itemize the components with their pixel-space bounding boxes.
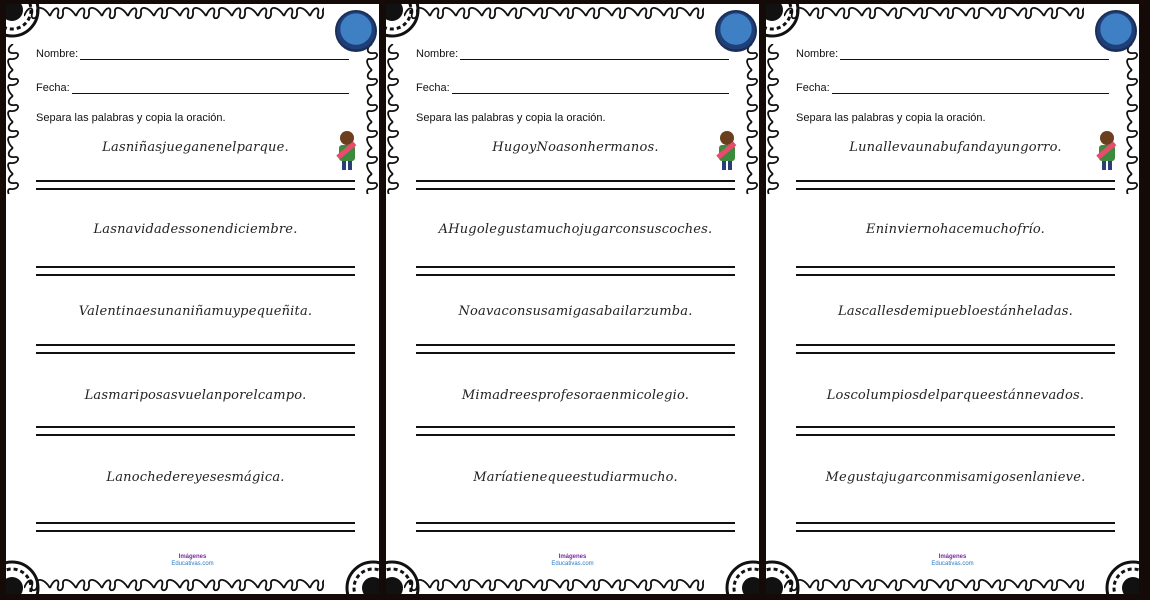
exercise-3 — [36, 304, 355, 384]
cursive-sentence: Lasniñasjueganenelparque. — [102, 140, 289, 155]
brand-logo — [715, 10, 757, 52]
writing-line-top[interactable] — [416, 426, 735, 428]
site-credit: Imágenes Educativas.com — [931, 554, 974, 567]
writing-line-bottom[interactable] — [416, 188, 735, 190]
cursive-sentence: Maríatienequeestudiarmucho. — [473, 470, 678, 485]
cursive-sentence: HugoyNoasonhermanos. — [492, 140, 659, 155]
exercise-5 — [796, 470, 1115, 550]
cursive-sentence: Megustajugarconmisamigosenlanieve. — [825, 470, 1086, 485]
bottom-border-decoration — [784, 576, 1084, 594]
date-writing-line — [452, 92, 729, 94]
writing-line-bottom[interactable] — [36, 274, 355, 276]
exercise-2 — [416, 222, 735, 302]
name-field[interactable] — [796, 48, 1109, 60]
cursive-sentence: Lasnavidadessonendiciembre. — [93, 222, 298, 237]
writing-line-bottom[interactable] — [416, 274, 735, 276]
writing-line-bottom[interactable] — [36, 530, 355, 532]
writing-line-bottom[interactable] — [36, 352, 355, 354]
exercise-5 — [416, 470, 735, 550]
exercise-4 — [36, 388, 355, 468]
exercise-1 — [796, 140, 1115, 220]
exercise-4 — [416, 388, 735, 468]
top-border-decoration — [784, 4, 1084, 22]
cursive-sentence: Lascallesdemipuebloestánheladas. — [838, 304, 1073, 319]
instruction-text: Separa las palabras y copia la oración. — [796, 112, 986, 124]
brand-logo — [335, 10, 377, 52]
writing-line-bottom[interactable] — [36, 188, 355, 190]
exercise-2 — [796, 222, 1115, 302]
cursive-sentence: Lasmariposasvuelanporelcampo. — [84, 388, 307, 403]
exercise-3 — [416, 304, 735, 384]
writing-line-bottom[interactable] — [416, 352, 735, 354]
writing-line-top[interactable] — [36, 266, 355, 268]
writing-line-top[interactable] — [796, 344, 1115, 346]
right-border-decoration — [745, 44, 759, 194]
exercise-1 — [36, 140, 355, 220]
writing-line-top[interactable] — [416, 180, 735, 182]
writing-line-bottom[interactable] — [796, 434, 1115, 436]
bottom-border-decoration — [24, 576, 324, 594]
worksheet-2 — [386, 4, 759, 594]
right-border-decoration — [1125, 44, 1139, 194]
writing-line-bottom[interactable] — [796, 530, 1115, 532]
left-border-decoration — [386, 44, 400, 194]
site-credit: Imágenes Educativas.com — [551, 554, 594, 567]
instruction-text: Separa las palabras y copia la oración. — [36, 112, 226, 124]
name-field[interactable] — [416, 48, 729, 60]
writing-line-top[interactable] — [796, 180, 1115, 182]
writing-line-bottom[interactable] — [796, 188, 1115, 190]
cursive-sentence: Valentinaesunaniñamuypequeñita. — [78, 304, 313, 319]
writing-line-bottom[interactable] — [416, 434, 735, 436]
exercise-4 — [796, 388, 1115, 468]
cursive-sentence: Mimadreesprofesoraenmicolegio. — [461, 388, 690, 403]
writing-line-top[interactable] — [416, 344, 735, 346]
corner-ornament — [766, 4, 802, 40]
writing-line-top[interactable] — [36, 180, 355, 182]
cursive-sentence: Lunallevaunabufandayungorro. — [849, 140, 1062, 155]
writing-line-top[interactable] — [796, 426, 1115, 428]
left-border-decoration — [766, 44, 780, 194]
top-border-decoration — [24, 4, 324, 22]
cursive-sentence: Loscolumpiosdelparqueestánnevados. — [826, 388, 1085, 403]
corner-ornament — [6, 4, 42, 40]
exercise-3 — [796, 304, 1115, 384]
top-border-decoration — [404, 4, 704, 22]
date-label: Fecha: — [416, 82, 450, 94]
date-field[interactable] — [416, 82, 729, 94]
writing-line-top[interactable] — [36, 344, 355, 346]
writing-line-bottom[interactable] — [796, 352, 1115, 354]
writing-line-top[interactable] — [796, 522, 1115, 524]
writing-line-top[interactable] — [416, 266, 735, 268]
writing-line-bottom[interactable] — [796, 274, 1115, 276]
writing-line-top[interactable] — [36, 522, 355, 524]
name-label: Nombre: — [796, 48, 839, 60]
date-label: Fecha: — [796, 82, 830, 94]
writing-line-bottom[interactable] — [416, 530, 735, 532]
instruction-text: Separa las palabras y copia la oración. — [416, 112, 606, 124]
cursive-sentence: AHugolegustamuchojugarconsuscoches. — [438, 222, 713, 237]
name-writing-line — [460, 58, 729, 60]
name-label: Nombre: — [416, 48, 459, 60]
exercise-1 — [416, 140, 735, 220]
name-label: Nombre: — [36, 48, 79, 60]
cursive-sentence: Eninviernohacemuchofrío. — [866, 222, 1045, 237]
brand-logo — [1095, 10, 1137, 52]
worksheet-3 — [766, 4, 1139, 594]
site-credit: Imágenes Educativas.com — [171, 554, 214, 567]
name-field[interactable] — [36, 48, 349, 60]
writing-line-bottom[interactable] — [36, 434, 355, 436]
name-writing-line — [840, 58, 1109, 60]
writing-line-top[interactable] — [796, 266, 1115, 268]
left-border-decoration — [6, 44, 20, 194]
date-label: Fecha: — [36, 82, 70, 94]
writing-line-top[interactable] — [416, 522, 735, 524]
date-writing-line — [72, 92, 349, 94]
right-border-decoration — [365, 44, 379, 194]
exercise-5 — [36, 470, 355, 550]
writing-line-top[interactable] — [36, 426, 355, 428]
exercise-2 — [36, 222, 355, 302]
date-field[interactable] — [796, 82, 1109, 94]
bottom-border-decoration — [404, 576, 704, 594]
date-field[interactable] — [36, 82, 349, 94]
corner-ornament — [386, 4, 422, 40]
cursive-sentence: Noavaconsusamigasabailarzumba. — [458, 304, 693, 319]
name-writing-line — [80, 58, 349, 60]
date-writing-line — [832, 92, 1109, 94]
cursive-sentence: Lanochedereyesesmágica. — [106, 470, 285, 485]
worksheet-1 — [6, 4, 379, 594]
